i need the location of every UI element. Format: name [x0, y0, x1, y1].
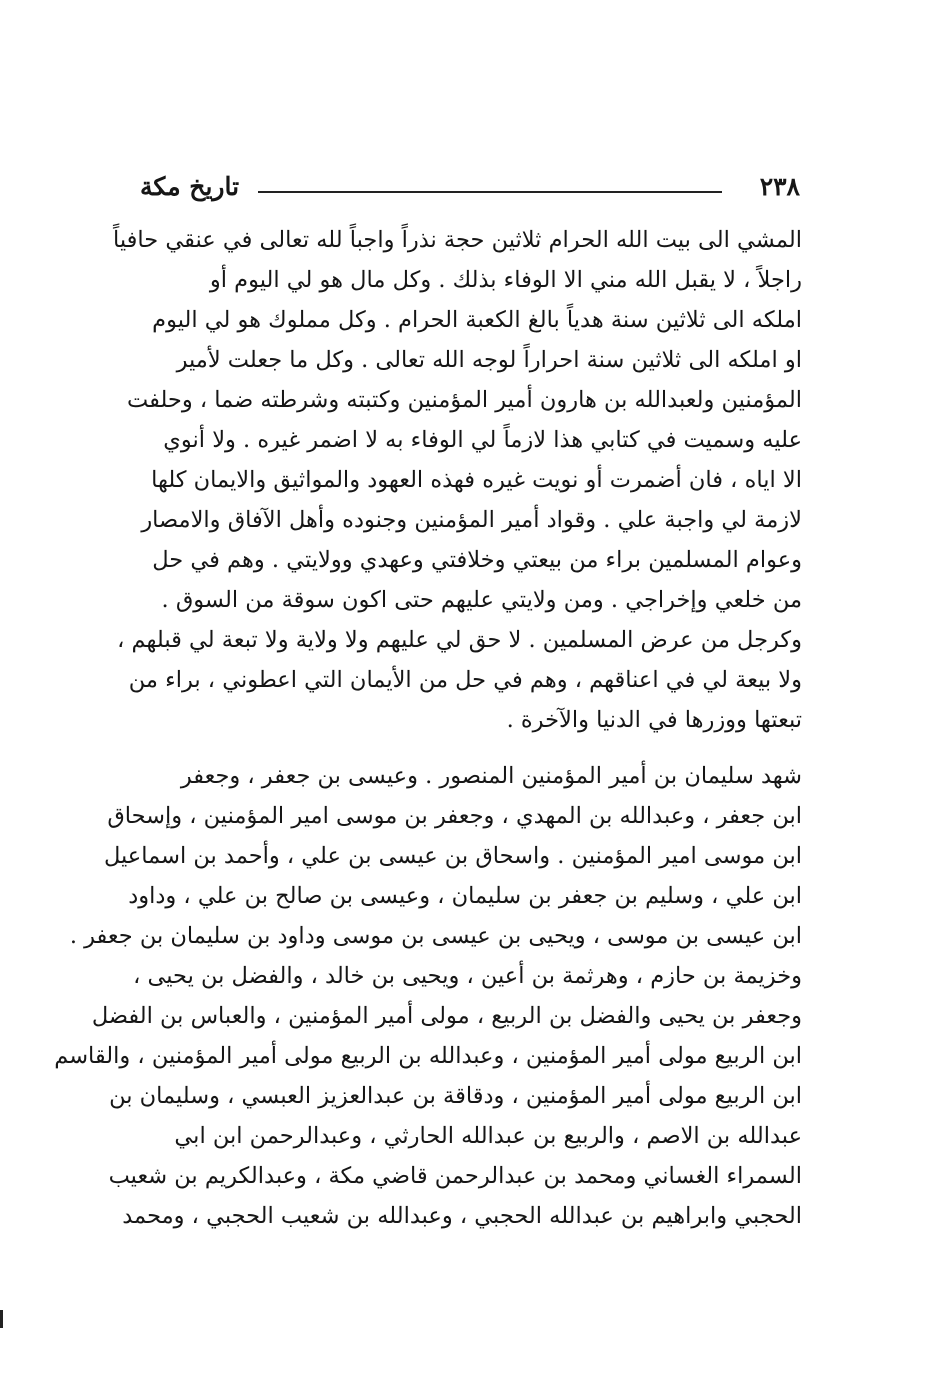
text-line: ابن الربيع مولى أمير المؤمنين ، ودقاقة بن عبدالعزيز العبسي ، وسليمان بن	[109, 1083, 802, 1109]
scan-edge-mark	[0, 1310, 3, 1328]
text-line: عليه وسميت في كتابي هذا لازماً لي الوفاء به لا اضمر غيره . ولا أنوي	[163, 427, 802, 453]
text-line: السمراء الغساني ومحمد بن عبدالرحمن قاضي مكة ، وعبدالكريم بن شعيب	[108, 1163, 802, 1189]
text-line: شهد سليمان بن أمير المؤمنين المنصور . وعيسى بن جعفر ، وجعفر	[180, 763, 802, 789]
page-number: ٢٣٨	[759, 172, 800, 201]
text-line: ابن علي ، وسليم بن جعفر بن سليمان ، وعيسى بن صالح بن علي ، وداود	[128, 883, 802, 909]
header-rule	[258, 191, 722, 193]
paragraph-oath	[113, 220, 802, 740]
running-title: تاريخ مكة	[140, 172, 240, 201]
text-line: تبعتها ووزرها في الدنيا والآخرة .	[506, 707, 802, 733]
text-line: ولا بيعة لي في اعناقهم ، وهم في حل من الأيمان التي اعطوني ، براء من	[128, 667, 802, 693]
text-line: وخزيمة بن حازم ، وهرثمة بن أعين ، ويحيى بن خالد ، والفضل بن يحيى ،	[133, 963, 802, 989]
page-header	[140, 170, 800, 206]
text-line: الحجبي وابراهيم بن عبدالله الحجبي ، وعبدالله بن شعيب الحجبي ، ومحمد	[122, 1203, 802, 1229]
text-line: لازمة لي واجبة علي . وقواد أمير المؤمنين وجنوده وأهل الآفاق والامصار	[141, 507, 802, 533]
text-line: المؤمنين ولعبدالله بن هارون أمير المؤمنين وكتبته وشرطته ضما ، وحلفت	[126, 387, 802, 413]
text-line: ابن الربيع مولى أمير المؤمنين ، وعبدالله بن الربيع مولى أمير المؤمنين ، والقاسم	[54, 1043, 802, 1069]
text-line: ابن جعفر ، وعبدالله بن المهدي ، وجعفر بن موسى امير المؤمنين ، وإسحاق	[107, 803, 802, 829]
text-line: وجعفر بن يحيى والفضل بن الربيع ، مولى أمير المؤمنين ، والعباس بن الفضل	[91, 1003, 802, 1029]
text-line: راجلاً ، لا يقبل الله مني الا الوفاء بذلك . وكل مال هو لي اليوم أو	[209, 267, 802, 293]
text-line: ابن موسى امير المؤمنين . واسحاق بن عيسى بن علي ، وأحمد بن اسماعيل	[103, 843, 802, 869]
text-line: المشي الى بيت الله الحرام ثلاثين حجة نذراً واجباً لله تعالى في عنقي حافياً	[113, 227, 802, 253]
text-line: وعوام المسلمين براء من بيعتي وخلافتي وعهدي وولايتي . وهم في حل	[152, 547, 802, 573]
text-line: وكرجل من عرض المسلمين . لا حق لي عليهم ولا ولاية ولا تبعة لي قبلهم ،	[117, 627, 802, 653]
paragraph-witnesses	[54, 756, 802, 1236]
text-line: املكه الى ثلاثين سنة هدياً بالغ الكعبة الحرام . وكل مملوك هو لي اليوم	[152, 307, 802, 333]
paragraph-gap	[138, 740, 802, 756]
body-text	[54, 220, 802, 1236]
text-line: ابن عيسى بن موسى ، ويحيى بن عيسى بن موسى وداود بن سليمان بن جعفر .	[69, 923, 802, 949]
text-line: الا اياه ، فان أضمرت أو نويت غيره فهذه العهود والمواثيق والايمان كلها	[151, 467, 802, 493]
text-line: من خلعي وإخراجي . ومن ولايتي عليهم حتى اكون سوقة من السوق .	[161, 587, 802, 613]
text-line: او املكه الى ثلاثين سنة احراراً لوجه الله تعالى . وكل ما جعلت لأمير	[176, 347, 802, 373]
text-line: عبدالله بن الاصم ، والربيع بن عبدالله الحارثي ، وعبدالرحمن ابن ابي	[174, 1123, 802, 1149]
